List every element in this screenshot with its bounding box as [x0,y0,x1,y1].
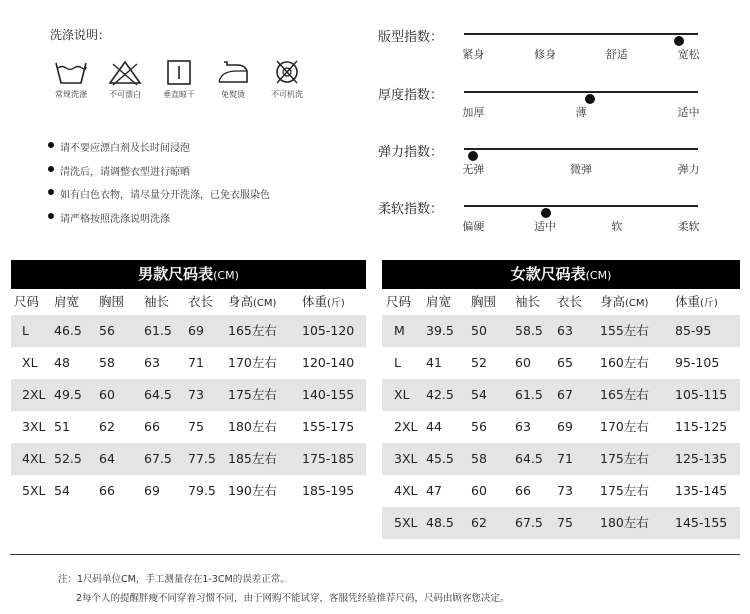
table-cell: 165左右 [228,323,277,338]
scale-line [464,148,698,150]
index-scale [378,141,708,177]
table-row [11,475,366,507]
table-cell: 5XL [22,483,46,498]
table-cell: 175左右 [228,387,277,402]
scale-option: 加厚 [462,106,485,119]
scale-line [464,33,698,35]
table-row [382,315,740,347]
table-header-cell: 衣长 [557,294,583,309]
table-cell: 75 [188,419,204,434]
table-cell: 49.5 [54,387,82,402]
table-cell: 2XL [394,419,418,434]
table-cell: 48 [54,355,70,370]
table-cell: 135-145 [675,483,728,498]
table-cell: 48.5 [426,515,454,530]
table-cell: 62 [99,419,115,434]
bullet-icon [48,166,54,172]
scale-option: 紧身 [462,48,485,61]
scale-name: 版型指数： [378,30,444,45]
scale-option: 薄 [575,106,587,119]
table-header-cell: 身高(CM) [228,294,277,309]
bullet-icon [48,213,54,219]
table-cell: 180左右 [228,419,277,434]
table-header-cell: 袖长 [515,294,541,309]
table-cell: 56 [471,419,487,434]
table-cell: 67 [557,387,573,402]
scale-option: 舒适 [605,48,628,61]
table-row [382,411,740,443]
wash-tip: 如有白色衣物，请尽量分开洗涤，已免衣服染色 [48,186,270,210]
table-cell: 77.5 [188,451,216,466]
table-cell: 73 [188,387,204,402]
table-cell: 66 [99,483,115,498]
scale-name: 厚度指数： [378,88,444,103]
table-cell: 115-125 [675,419,728,434]
table-cell: 67.5 [515,515,543,530]
table-cell: 175-185 [302,451,355,466]
men-table-title: 男款尺码表(CM) [11,260,366,289]
table-cell: 61.5 [144,323,172,338]
women-size-table [382,260,740,539]
table-cell: 56 [99,323,115,338]
bullet-icon [48,142,54,148]
table-cell: 79.5 [188,483,216,498]
table-row [11,443,366,475]
no-machine-wash-icon [260,58,314,100]
index-scale [378,198,708,234]
wash-tip: 请严格按照洗涤说明洗涤 [48,210,270,234]
table-header-cell: 尺码 [386,294,412,309]
table-cell: 60 [99,387,115,402]
table-cell: 95-105 [675,355,720,370]
table-cell: 41 [426,355,442,370]
table-cell: 64.5 [144,387,172,402]
index-scale [378,26,708,62]
table-cell: 105-115 [675,387,728,402]
table-header-cell: 衣长 [188,294,214,309]
wash-icon-label: 不可机洗 [271,90,303,99]
table-cell: 52 [471,355,487,370]
table-row [11,347,366,379]
table-cell: 125-135 [675,451,728,466]
table-header-cell: 体重(斤) [302,294,345,309]
table-cell: 51 [54,419,70,434]
table-row [11,315,366,347]
table-cell: 46.5 [54,323,82,338]
table-cell: 165左右 [600,387,649,402]
scale-name: 柔软指数： [378,202,444,217]
table-header-cell: 尺码 [14,294,40,309]
table-cell: 52.5 [54,451,82,466]
scale-option: 微弹 [570,163,592,176]
table-cell: 58 [471,451,487,466]
table-cell: 140-155 [302,387,355,402]
table-cell: 170左右 [228,355,277,370]
table-cell: XL [394,387,410,402]
table-row [382,347,740,379]
table-cell: 47 [426,483,442,498]
table-cell: 175左右 [600,451,649,466]
table-cell: 63 [515,419,531,434]
scale-line [464,205,698,207]
table-row [382,507,740,539]
table-cell: 170左右 [600,419,649,434]
table-header-cell: 肩宽 [54,294,80,309]
scale-option: 软 [611,220,623,233]
table-cell: L [394,355,401,370]
table-cell: XL [22,355,38,370]
table-cell: 2XL [22,387,46,402]
no-bleach-icon [98,58,152,100]
table-cell: 50 [471,323,487,338]
table-cell: 64 [99,451,115,466]
table-cell: 61.5 [515,387,543,402]
table-cell: 160左右 [600,355,649,370]
table-cell: 54 [54,483,70,498]
table-cell: 145-155 [675,515,728,530]
scale-indicator [468,151,478,161]
table-cell: 73 [557,483,573,498]
table-cell: 66 [144,419,160,434]
wash-icon-label: 不可漂白 [109,90,141,99]
table-cell: 85-95 [675,323,712,338]
table-cell: 67.5 [144,451,172,466]
scale-indicator [674,36,684,46]
scale-line [464,91,698,93]
women-table-title: 女款尺码表(CM) [382,260,740,289]
hang-dry-icon [152,58,206,100]
scale-option: 偏硬 [462,220,485,233]
table-header-cell: 胸围 [471,294,497,309]
table-cell: 58 [99,355,115,370]
scale-options [464,218,698,234]
bullet-icon [48,189,54,195]
table-row [11,411,366,443]
scale-name: 弹力指数： [378,145,444,160]
table-cell: 62 [471,515,487,530]
table-cell: 190左右 [228,483,277,498]
table-cell: 185左右 [228,451,277,466]
table-cell: 45.5 [426,451,454,466]
table-cell: 66 [515,483,531,498]
table-header-row [382,289,740,315]
table-cell: 4XL [22,451,46,466]
table-header-row [11,289,366,315]
table-cell: 69 [557,419,573,434]
table-cell: 42.5 [426,387,454,402]
table-header-cell: 肩宽 [426,294,452,309]
wash-tip: 清洗后，请调整衣型进行晾晒 [48,163,270,187]
table-cell: 3XL [22,419,46,434]
scale-indicator [585,94,595,104]
table-header-cell: 体重(斤) [675,294,718,309]
table-cell: 60 [515,355,531,370]
men-size-table [11,260,366,507]
table-row [382,475,740,507]
table-row [382,443,740,475]
table-cell: 175左右 [600,483,649,498]
index-scale [378,84,708,120]
scale-option: 柔软 [677,220,700,233]
table-cell: 65 [557,355,573,370]
no-iron-icon [206,58,260,100]
table-cell: 69 [144,483,160,498]
table-row [382,379,740,411]
note-line: 注：1尺码单位CM，手工测量存在1-3CM的误差正常。 [58,574,290,585]
table-cell: 71 [557,451,573,466]
wash-basin-icon [44,58,98,100]
table-cell: M [394,323,405,338]
wash-icon-label: 常规洗涤 [55,90,87,99]
table-cell: 4XL [394,483,418,498]
scale-option: 适中 [534,220,557,233]
table-cell: 58.5 [515,323,543,338]
scale-options [464,104,698,120]
table-cell: 69 [188,323,204,338]
table-cell: 75 [557,515,573,530]
table-cell: 120-140 [302,355,355,370]
wash-icons [44,58,314,108]
table-cell: L [22,323,29,338]
table-cell: 63 [144,355,160,370]
note-line: 2每个人的提醒胖瘦不同穿着习惯不同，由于网购不能试穿，客服凭经验推荐尺码，尺码由顾客您决定。 [76,593,510,604]
table-cell: 54 [471,387,487,402]
table-row [11,379,366,411]
wash-tips [48,139,270,233]
table-cell: 71 [188,355,204,370]
table-cell: 185-195 [302,483,355,498]
scale-indicator [541,208,551,218]
wash-title: 洗涤说明： [50,28,111,42]
table-header-cell: 身高(CM) [600,294,649,309]
scale-option: 无弹 [462,163,485,176]
table-header-cell: 胸围 [99,294,125,309]
table-cell: 3XL [394,451,418,466]
scale-option: 弹力 [677,163,700,176]
table-cell: 180左右 [600,515,649,530]
table-cell: 105-120 [302,323,355,338]
wash-icon-label: 垂直晾干 [163,90,195,99]
scale-option: 宽松 [677,48,700,61]
table-cell: 44 [426,419,442,434]
divider [10,554,740,555]
table-cell: 155左右 [600,323,649,338]
table-cell: 39.5 [426,323,454,338]
scale-option: 修身 [534,48,557,61]
table-cell: 63 [557,323,573,338]
scale-options [464,46,698,62]
scale-options [464,161,698,177]
table-cell: 60 [471,483,487,498]
scale-option: 适中 [677,106,700,119]
wash-icon-label: 免熨烫 [221,90,245,99]
table-cell: 64.5 [515,451,543,466]
table-cell: 155-175 [302,419,355,434]
table-cell: 5XL [394,515,418,530]
wash-tip: 请不要应漂白剂及长时间浸泡 [48,139,270,163]
table-header-cell: 袖长 [144,294,170,309]
